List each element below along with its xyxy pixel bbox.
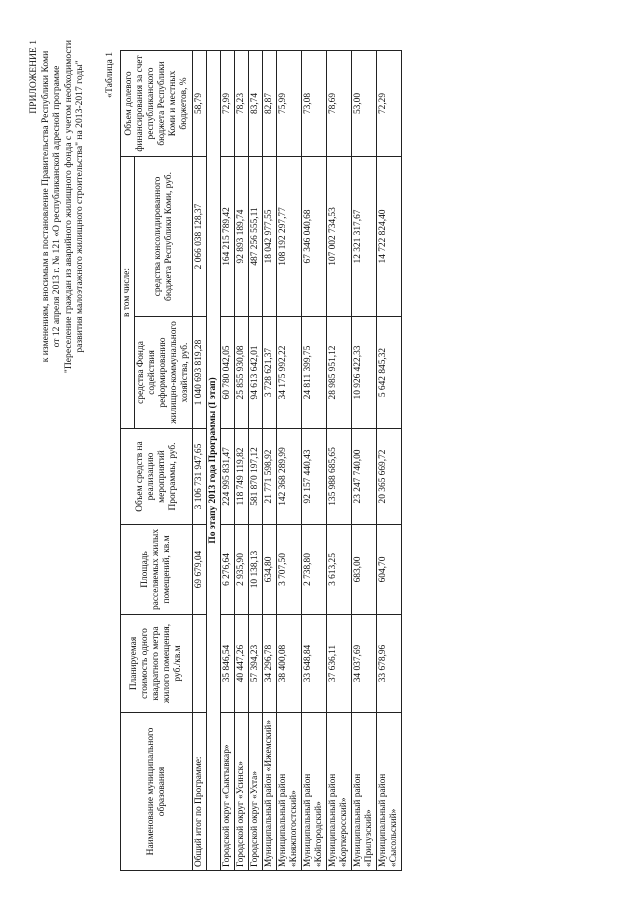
row-name: Городской округ «Ухта» [249, 713, 263, 871]
row-area: 10 138,13 [249, 525, 263, 615]
row-cost: 34 296,78 [263, 615, 277, 713]
row-volume: 21 771 598,92 [263, 429, 277, 525]
row-area: 634,80 [263, 525, 277, 615]
row-volume: 23 247 740,00 [352, 429, 377, 525]
table-row [352, 51, 377, 871]
appendix-title: ПРИЛОЖЕНИЕ 1 [28, 40, 39, 114]
row-fund: 24 811 399,75 [302, 317, 327, 429]
stage-row [207, 51, 221, 871]
row-volume: 581 870 197,12 [249, 429, 263, 525]
row-share: 72,29 [377, 51, 402, 157]
row-share: 75,99 [277, 51, 302, 157]
table-row [249, 51, 263, 871]
table-row [221, 51, 235, 871]
total-share: 58,79 [193, 51, 207, 157]
table-row [327, 51, 352, 871]
table-row [263, 51, 277, 871]
row-budget: 108 192 297,77 [277, 157, 302, 317]
row-name: Муниципальный район «Ижемский» [263, 713, 277, 871]
row-cost: 37 636,11 [327, 615, 352, 713]
row-volume: 135 988 685,65 [327, 429, 352, 525]
row-fund: 3 728 621,37 [263, 317, 277, 429]
row-area: 6 276,64 [221, 525, 235, 615]
row-area: 3 707,50 [277, 525, 302, 615]
row-cost: 33 678,96 [377, 615, 402, 713]
row-fund: 28 985 951,12 [327, 317, 352, 429]
row-fund: 94 613 642,01 [249, 317, 263, 429]
table-row [277, 51, 302, 871]
row-volume: 92 157 440,43 [302, 429, 327, 525]
col-header-fund: средства Фонда содействия реформированию жилищно-коммунального хозяйства, руб. [135, 317, 193, 429]
total-cost [193, 615, 207, 713]
row-budget: 18 042 977,55 [263, 157, 277, 317]
row-budget: 67 346 040,68 [302, 157, 327, 317]
row-cost: 40 447,26 [235, 615, 249, 713]
row-budget: 92 893 189,74 [235, 157, 249, 317]
row-share: 73,08 [302, 51, 327, 157]
row-budget: 487 256 555,11 [249, 157, 263, 317]
header-line-4: развития малоэтажного жилищного строительства" на 2013-2017 годы" [74, 60, 86, 353]
total-row [193, 51, 207, 871]
row-name: Муниципальный район «Княжпогостский» [277, 713, 302, 871]
row-share: 83,74 [249, 51, 263, 157]
row-fund: 34 175 992,22 [277, 317, 302, 429]
row-name: Городской округ «Усинск» [235, 713, 249, 871]
total-label: Общий итог по Программе: [193, 713, 207, 871]
program-table [120, 50, 402, 871]
col-header-budget: средства консолидированного бюджета Республики Коми, руб. [135, 157, 193, 317]
total-fund: 1 040 693 819,28 [193, 317, 207, 429]
table-label: «Таблица 1 [104, 52, 115, 98]
row-name: Городской округ «Сыктывкар» [221, 713, 235, 871]
stage-label: По этапу 2013 года Программы (I этап) [207, 51, 221, 871]
row-budget: 12 321 317,67 [352, 157, 377, 317]
row-cost: 57 394,23 [249, 615, 263, 713]
table-row [302, 51, 327, 871]
row-budget: 14 722 824,40 [377, 157, 402, 317]
row-area: 683,00 [352, 525, 377, 615]
row-cost: 35 846,54 [221, 615, 235, 713]
row-budget: 107 002 734,53 [327, 157, 352, 317]
total-volume: 3 106 731 947,65 [193, 429, 207, 525]
header-line-3: "Переселение граждан из аварийного жилищного фонда с учетом необходимости [62, 40, 74, 374]
row-cost: 34 037,69 [352, 615, 377, 713]
row-fund: 10 926 422,33 [352, 317, 377, 429]
col-header-cost: Планируемая стоимость одного квадратного метра жилого помещения, руб./кв.м [121, 615, 193, 713]
row-fund: 5 642 845,32 [377, 317, 402, 429]
row-fund: 25 855 930,08 [235, 317, 249, 429]
table-row [377, 51, 402, 871]
row-volume: 224 995 831,47 [221, 429, 235, 525]
row-share: 78,23 [235, 51, 249, 157]
header-line-1: к изменениям, вносимым в постановление Правительства Республики Коми [39, 50, 51, 363]
row-area: 604,70 [377, 525, 402, 615]
row-budget: 164 215 789,42 [221, 157, 235, 317]
row-name: Муниципальный район «Корткеросский» [327, 713, 352, 871]
col-header-volume: Объем средств на реализацию мероприятий Программы, руб. [121, 429, 193, 525]
total-budget: 2 066 038 128,37 [193, 157, 207, 317]
document-header [28, 40, 86, 373]
row-share: 82,87 [263, 51, 277, 157]
header-line-2: от 12 апреля 2013 г. № 121 «О республиканской адресной программе [51, 65, 63, 348]
total-area: 69 679,04 [193, 525, 207, 615]
row-name: Муниципальный район «Сысольский» [377, 713, 402, 871]
row-volume: 20 365 669,72 [377, 429, 402, 525]
row-name: Муниципальный район «Прилузский» [352, 713, 377, 871]
row-share: 78,69 [327, 51, 352, 157]
row-area: 2 738,80 [302, 525, 327, 615]
col-header-share: Объем долевого финансирования за счет республиканского бюджета Республики Коми и местных бюджетов, % [121, 51, 193, 157]
row-area: 3 613,25 [327, 525, 352, 615]
row-cost: 33 648,84 [302, 615, 327, 713]
col-header-name: Наименование муниципального образования [121, 713, 193, 871]
row-volume: 142 368 289,99 [277, 429, 302, 525]
row-volume: 118 749 119,82 [235, 429, 249, 525]
row-share: 53,00 [352, 51, 377, 157]
col-header-area: Площадь расселяемых жилых помещений, кв.м [121, 525, 193, 615]
table-row [235, 51, 249, 871]
row-share: 72,99 [221, 51, 235, 157]
row-fund: 60 780 042,05 [221, 317, 235, 429]
col-header-incl: в том числе: [121, 157, 135, 429]
row-area: 2 935,90 [235, 525, 249, 615]
row-name: Муниципальный район «Койгородский» [302, 713, 327, 871]
row-cost: 38 400,08 [277, 615, 302, 713]
